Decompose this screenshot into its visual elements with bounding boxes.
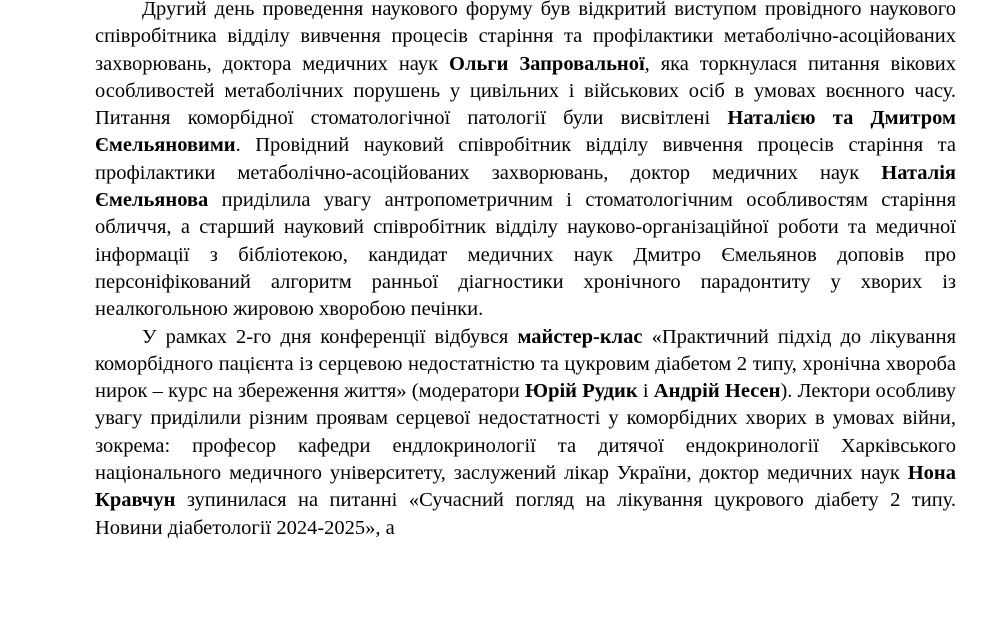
bold-name-run: Наталія Ємельянова [95, 161, 956, 212]
bold-name-run: Наталією та Дмитром Ємельяновими [95, 107, 956, 157]
text-run: У рамках 2-го дня конференції відбувся [142, 325, 518, 348]
text-run: . Провідний науковий співробітник відділу вивчення процесів старіння та профілактики метаболічно-асоційованих захворювань, доктор медичних наук [95, 134, 956, 184]
bold-name-run: Нона Кравчун [95, 462, 956, 512]
bold-name-run: Юрій Рудик [524, 380, 638, 403]
text-run: зупинилася на питанні «Сучасний погляд на лікування цукрового діабету 2 типу. Новини діабетології 2024-2025», а [95, 489, 956, 539]
text-run: приділила увагу антропометричним і стоматологічним особливостям старіння обличчя, а старший науковий співробітник відділу науково-організаційної роботи та медичної інформації з бібліотекою, кандидат медичних наук Дмитро Ємельянов доповів про персоніфікований алгоритм ранньої діагностики хронічного парадонтиту у хворих із неалкогольною жировою хворобою печінки. [95, 189, 956, 321]
text-run: Другий день проведення наукового форуму був відкритий виступом провідного наукового співробітника відділу вивчення процесів старіння та профілактики метаболічно-асоційованих захворювань, доктора медичних наук [95, 0, 956, 75]
document-page [95, 0, 956, 542]
text-run: , яка торкнулася питання вікових особливостей метаболічних порушень у цивільних і військових осіб в умовах воєнного часу. Питання коморбідної стоматологічної патології були висвітлені [95, 52, 956, 130]
bold-name-run: Ольги Запровальної [449, 52, 645, 75]
text-run: «Практичний підхід до лікування коморбідного пацієнта із серцевою недостатністю та цукровим діабетом 2 типу, хронічна хвороба нирок – курс на збереження життя» (модератори [95, 325, 956, 403]
text-run: ). Лектори особливу увагу приділили різним проявам серцевої недостатності у коморбідних хворих в умовах війни, зокрема: професор кафедри ендлокринології та дитячої ендокринології Харківського національного медичного університету, заслужений лікар України, доктор медичних наук [95, 380, 957, 485]
bold-term-run: майстер-клас [517, 325, 643, 348]
bold-name-run: Андрій Несен [653, 380, 781, 403]
paragraph-forum-day-two [95, 0, 956, 324]
text-run: і [637, 380, 654, 403]
paragraph-master-class [95, 324, 956, 542]
